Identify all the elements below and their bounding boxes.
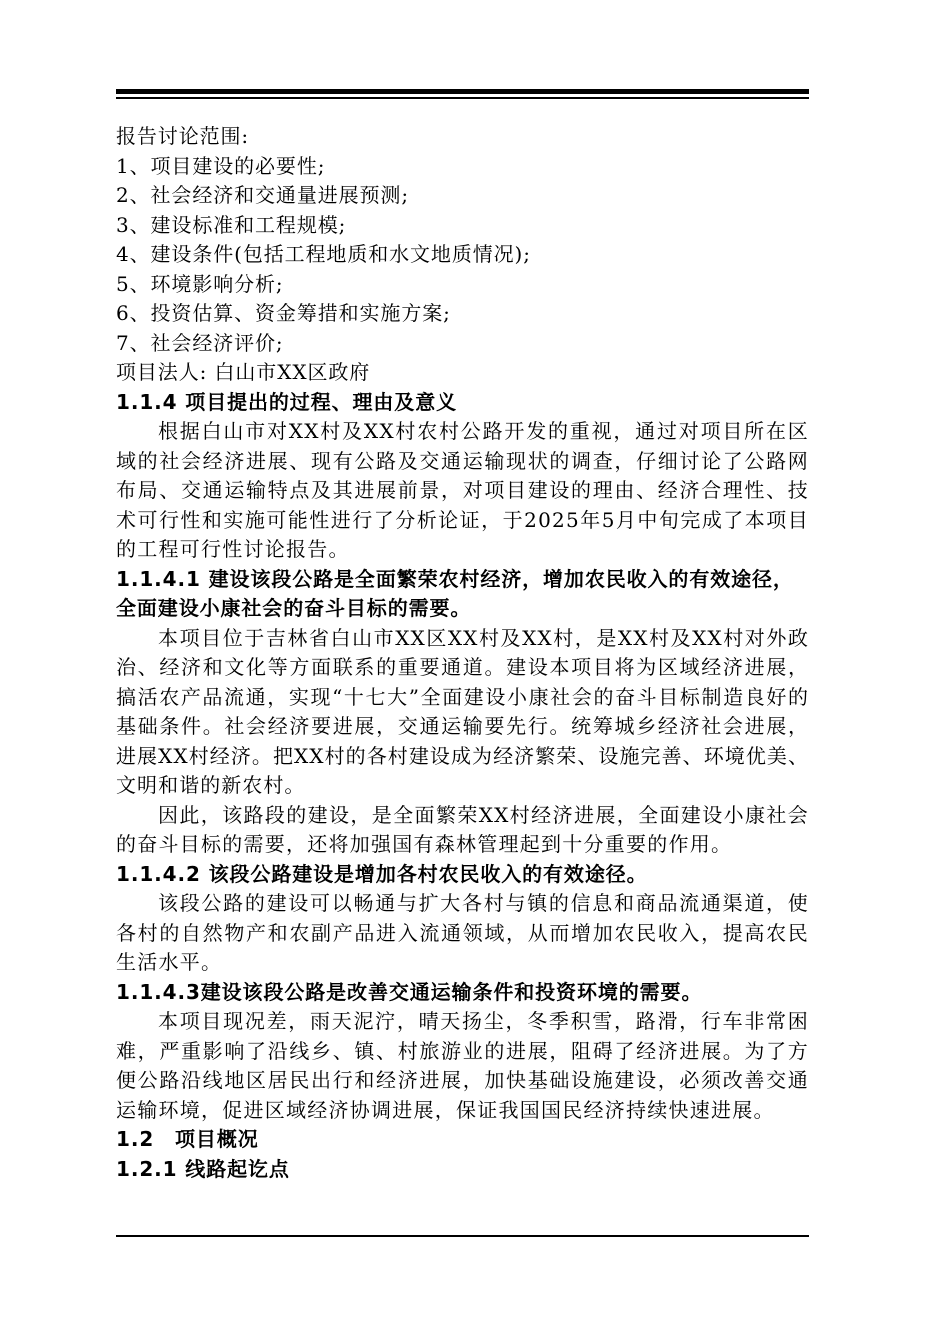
section-heading-1-1-4-1: 1.1.4.1 建设该段公路是全面繁荣农村经济，增加农民收入的有效途径，全面建设小康社会的奋斗目标的需要。 <box>116 566 794 620</box>
legal-person: 项目法人: 白山市XX区政府 <box>116 360 371 384</box>
section-heading-1-2: 1.2 项目概况 <box>116 1127 259 1151</box>
header-rule-thick <box>116 89 809 94</box>
scope-title: 报告讨论范围: <box>116 124 250 148</box>
scope-item: 5、环境影响分析; <box>116 271 284 296</box>
section-paragraph: 因此，该路段的建设，是全面繁荣XX村经济进展，全面建设小康社会的奋斗目标的需要，还将加强国有森林管理起到十分重要的作用。 <box>116 802 809 856</box>
document-body <box>116 122 809 1184</box>
scope-item: 2、社会经济和交通量进展预测; <box>116 183 409 207</box>
section-heading-1-1-4-3: 1.1.4.3建设该段公路是改善交通运输条件和投资环境的需要。 <box>116 979 703 1004</box>
scope-item: 4、建设条件(包括工程地质和水文地质情况); <box>116 242 531 266</box>
scope-item: 3、建设标准和工程规模; <box>116 212 347 237</box>
section-heading-1-2-1: 1.2.1 线路起讫点 <box>116 1156 290 1181</box>
header-rule-thin <box>116 97 809 99</box>
section-heading-1-1-4-2: 1.1.4.2 该段公路建设是增加各村农民收入的有效途径。 <box>116 861 648 886</box>
section-paragraph: 根据白山市对XX村及XX村农村公路开发的重视，通过对项目所在区域的社会经济进展、现有公路及交通运输现状的调查，仔细讨论了公路网布局、交通运输特点及其进展前景，对项目建设的理由、经济合理性、技术可行性和实施可能性进行了分析论证，于2025年5月中旬完成了本项目的工程可行性讨论报告。 <box>116 419 809 561</box>
scope-item: 7、社会经济评价; <box>116 330 284 355</box>
footer-rule <box>116 1235 809 1237</box>
section-paragraph: 本项目现况差，雨天泥泞，晴天扬尘，冬季积雪，路滑，行车非常困难，严重影响了沿线乡、镇、村旅游业的进展，阻碍了经济进展。为了方便公路沿线地区居民出行和经济进展，加快基础设施建设，必须改善交通运输环境，促进区域经济协调进展，保证我国国民经济持续快速进展。 <box>116 1009 809 1122</box>
section-heading-1-1-4: 1.1.4 项目提出的过程、理由及意义 <box>116 389 458 414</box>
scope-item: 6、投资估算、资金筹措和实施方案; <box>116 301 451 325</box>
section-paragraph: 本项目位于吉林省白山市XX区XX村及XX村，是XX村及XX村对外政治、经济和文化等方面联系的重要通道。建设本项目将为区域经济进展，搞活农产品流通，实现“十七大”全面建设小康社会的奋斗目标制造良好的基础条件。社会经济要进展，交通运输要先行。统筹城乡经济社会进展，进展XX村经济。把XX村的各村建设成为经济繁荣、设施完善、环境优美、文明和谐的新农村。 <box>116 625 809 797</box>
scope-item: 1、项目建设的必要性; <box>116 153 326 178</box>
section-paragraph: 该段公路的建设可以畅通与扩大各村与镇的信息和商品流通渠道，使各村的自然物产和农副产品进入流通领域，从而增加农民收入，提高农民生活水平。 <box>116 891 809 974</box>
